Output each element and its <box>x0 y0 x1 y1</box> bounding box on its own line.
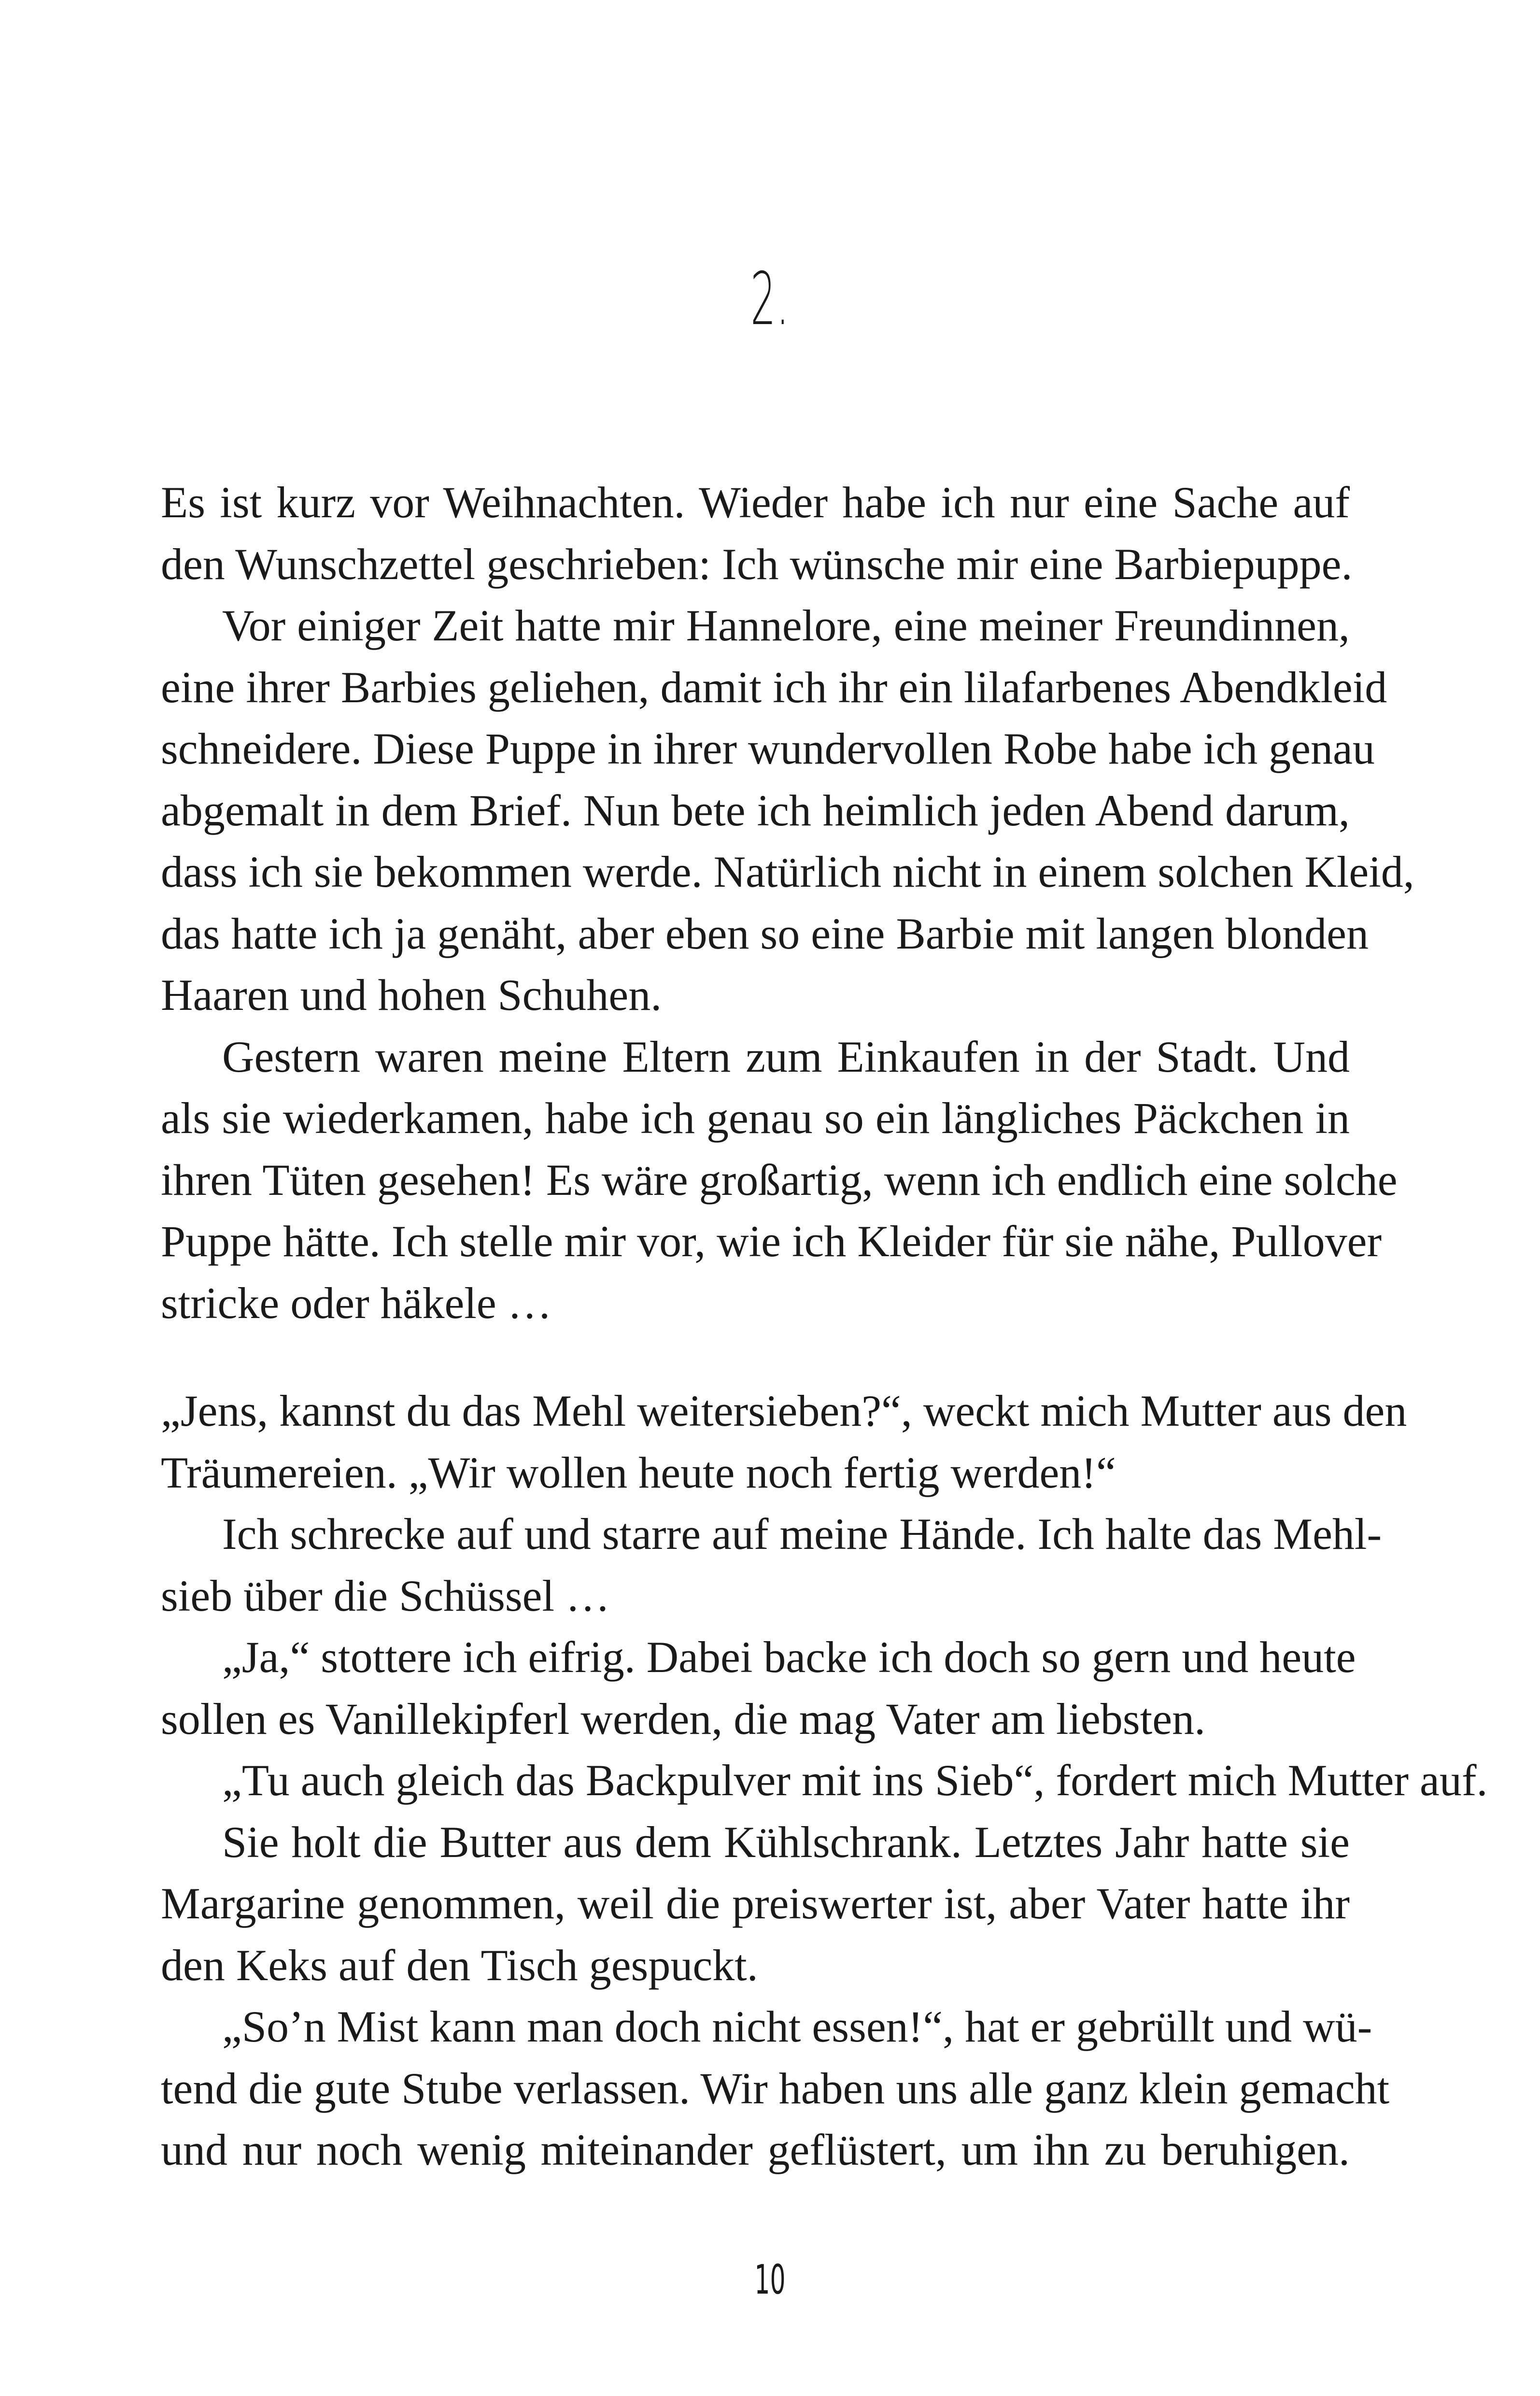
text-line: Sie holt die Butter aus dem Kühlschrank. Letztes Jahr hatte sie <box>222 1817 1350 1867</box>
text-line: Gestern waren meine Eltern zum Einkaufen in der Stadt. Und <box>222 1032 1350 1081</box>
text-line: dass ich sie bekommen werde. Natürlich nicht in einem solchen Kleid, <box>161 847 1414 896</box>
text-line: den Wunschzettel geschrieben: Ich wünsche mir eine Barbiepuppe. <box>161 539 1353 589</box>
text-line: Vor einiger Zeit hatte mir Hannelore, eine meiner Freundinnen, <box>222 601 1350 650</box>
paragraph-1 <box>161 472 1353 595</box>
text-line: abgemalt in dem Brief. Nun bete ich heimlich jeden Abend darum, <box>161 785 1350 835</box>
page-number: 10 <box>754 2256 786 2303</box>
paragraph-9 <box>161 1996 1390 2181</box>
text-line: „So’n Mist kann man doch nicht essen!“, hat er gebrüllt und wü- <box>222 2002 1372 2051</box>
text-line: Puppe hätte. Ich stelle mir vor, wie ich Kleider für sie nähe, Pullover <box>161 1217 1382 1266</box>
paragraph-5 <box>161 1503 1382 1627</box>
text-line: das hatte ich ja genäht, aber eben so eine Barbie mit langen blonden <box>161 908 1369 958</box>
text-line: sieb über die Schüssel … <box>161 1571 610 1620</box>
section-1 <box>161 472 1414 1334</box>
text-line: Ich schrecke auf und starre auf meine Hände. Ich halte das Mehl- <box>222 1509 1382 1559</box>
text-line: „Jens, kannst du das Mehl weitersieben?“, weckt mich Mutter aus den <box>161 1386 1407 1435</box>
text-line: Margarine genommen, weil die preiswerter ist, aber Vater hatte ihr <box>161 1879 1350 1928</box>
text-line: stricke oder häkele … <box>161 1278 552 1328</box>
paragraph-8 <box>161 1812 1350 1997</box>
chapter-number: 2. <box>750 257 790 341</box>
text-line: Träumereien. „Wir wollen heute noch fertig werden!“ <box>161 1447 1116 1497</box>
text-line: „Ja,“ stottere ich eifrig. Dabei backe ich doch so gern und heute <box>222 1632 1356 1682</box>
text-line: Haaren und hohen Schuhen. <box>161 970 662 1020</box>
paragraph-7 <box>161 1750 1488 1812</box>
text-line: den Keks auf den Tisch gespuckt. <box>161 1940 758 1990</box>
paragraph-4 <box>161 1380 1407 1503</box>
text-line: „Tu auch gleich das Backpulver mit ins Sieb“, fordert mich Mutter auf. <box>222 1756 1488 1805</box>
text-line: sollen es Vanillekipferl werden, die mag Vater am liebsten. <box>161 1694 1206 1744</box>
text-line: Es ist kurz vor Weihnachten. Wieder habe ich nur eine Sache auf <box>161 478 1350 527</box>
paragraph-3 <box>161 1026 1398 1334</box>
text-line: und nur noch wenig miteinander geflüstert, um ihn zu beruhigen. <box>161 2125 1350 2174</box>
text-line: schneidere. Diese Puppe in ihrer wundervollen Robe habe ich genau <box>161 724 1375 773</box>
paragraph-2 <box>161 595 1414 1026</box>
text-line: tend die gute Stube verlassen. Wir haben uns alle ganz klein gemacht <box>161 2063 1390 2113</box>
text-line: eine ihrer Barbies geliehen, damit ich ihr ein lilafarbenes Abendkleid <box>161 662 1387 712</box>
section-2 <box>161 1380 1488 2181</box>
text-line: ihren Tüten gesehen! Es wäre großartig, wenn ich endlich eine solche <box>161 1155 1398 1205</box>
text-line: als sie wiederkamen, habe ich genau so ein längliches Päckchen in <box>161 1093 1350 1143</box>
paragraph-6 <box>161 1627 1356 1750</box>
